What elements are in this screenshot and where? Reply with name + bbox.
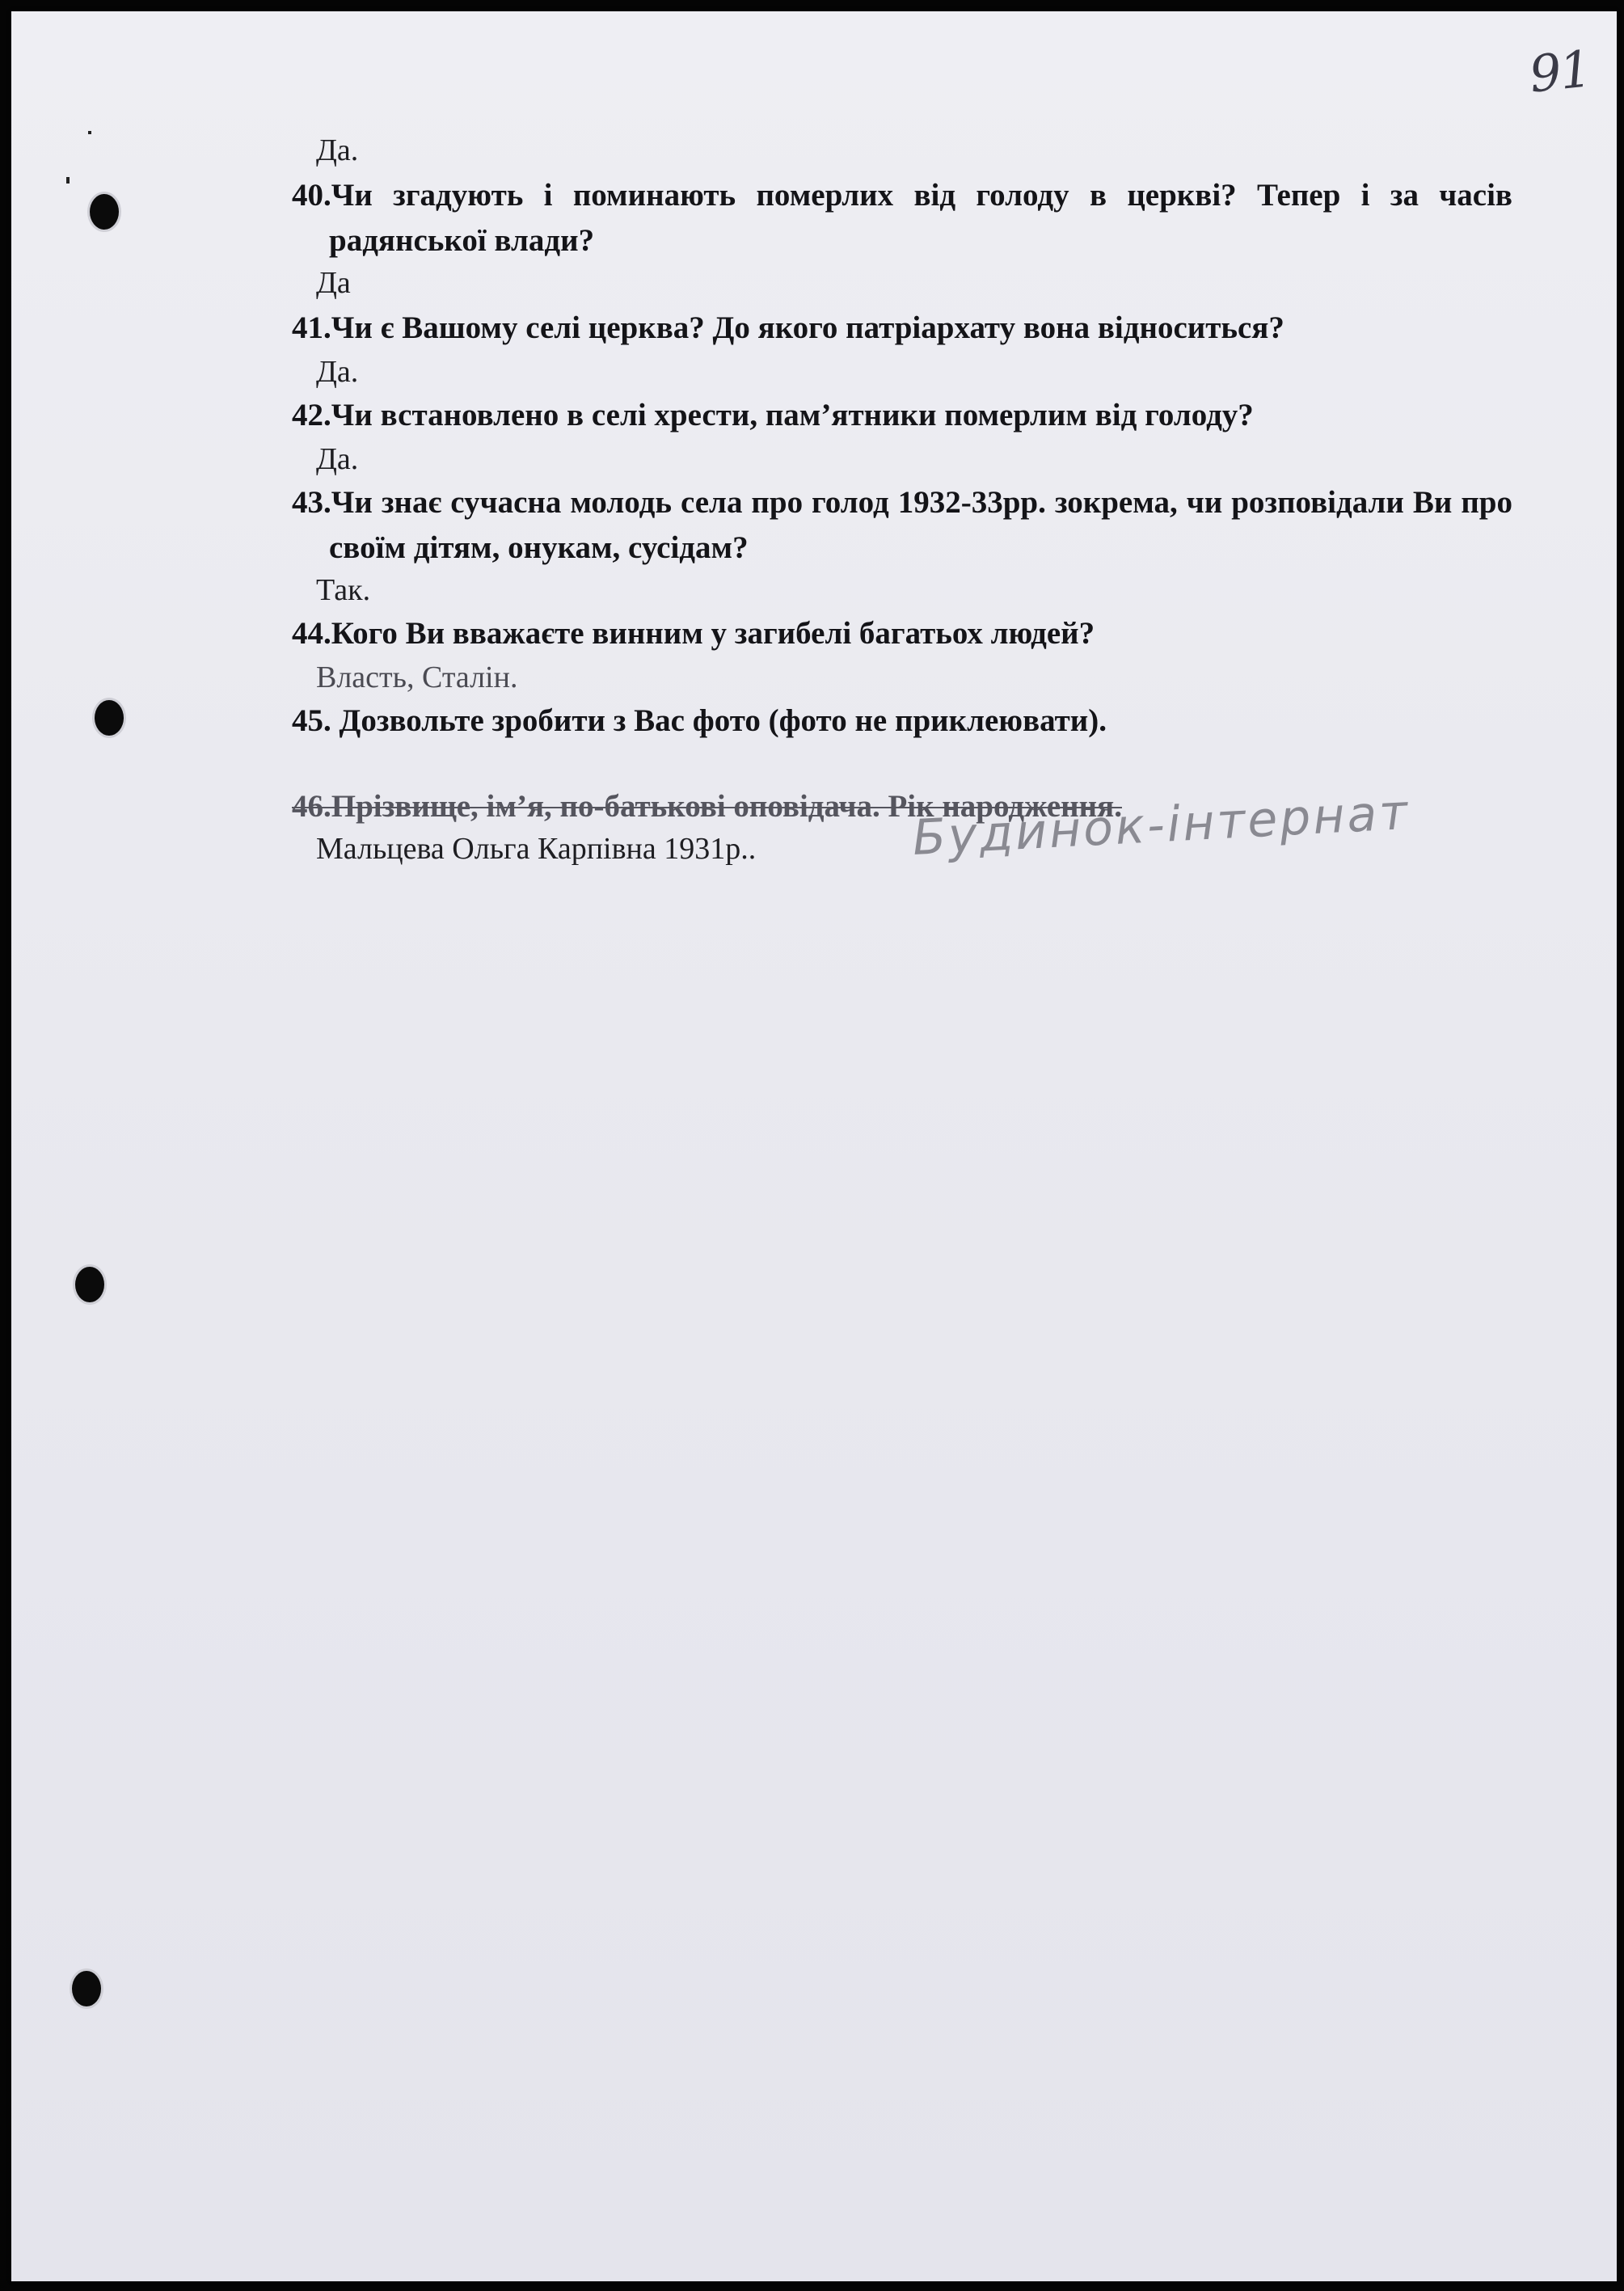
binder-hole-1 xyxy=(90,194,119,230)
question-40: 40.Чи згадують і поминають померлих від голоду в церкві? Тепер і за часів радянської влади? xyxy=(292,178,1512,258)
answer-43: Так. xyxy=(316,573,371,607)
question-43: 43.Чи знає сучасна молодь села про голод 1932-33рр. зокрема, чи розповідали Ви про своїм дітям, онукам, сусідам? xyxy=(292,485,1512,565)
answer-40: Да xyxy=(316,266,351,300)
scan-speck xyxy=(66,177,70,184)
question-45: 45. Дозвольте зробити з Вас фото (фото не приклеювати). xyxy=(292,703,1107,738)
question-41: 41.Чи є Вашому селі церква? До якого патріархату вона відноситься? xyxy=(292,310,1284,345)
question-46: 46.Прізвище, ім’я, по-батькові оповідача. Рік народження. xyxy=(292,789,1122,824)
question-42: 42.Чи встановлено в селі хрести, пам’ятники померлим від голоду? xyxy=(292,398,1254,432)
answer-44: Власть, Сталін. xyxy=(316,660,518,694)
answer-41: Да. xyxy=(316,355,359,389)
page-number: 91 xyxy=(1526,39,1593,104)
binder-hole-2 xyxy=(95,700,124,736)
answer-42: Да. xyxy=(316,442,359,476)
document-page xyxy=(11,11,1617,2281)
scan-speck xyxy=(88,131,91,134)
binder-hole-4 xyxy=(72,1971,101,2006)
answer-39: Да. xyxy=(316,133,359,167)
binder-hole-3 xyxy=(75,1267,104,1302)
answer-46: Мальцева Ольга Карпівна 1931р.. xyxy=(316,832,757,866)
handwritten-note: Будинок-інтернат xyxy=(911,783,1411,867)
question-44: 44.Кого Ви вважаєте винним у загибелі багатьох людей? xyxy=(292,616,1095,651)
